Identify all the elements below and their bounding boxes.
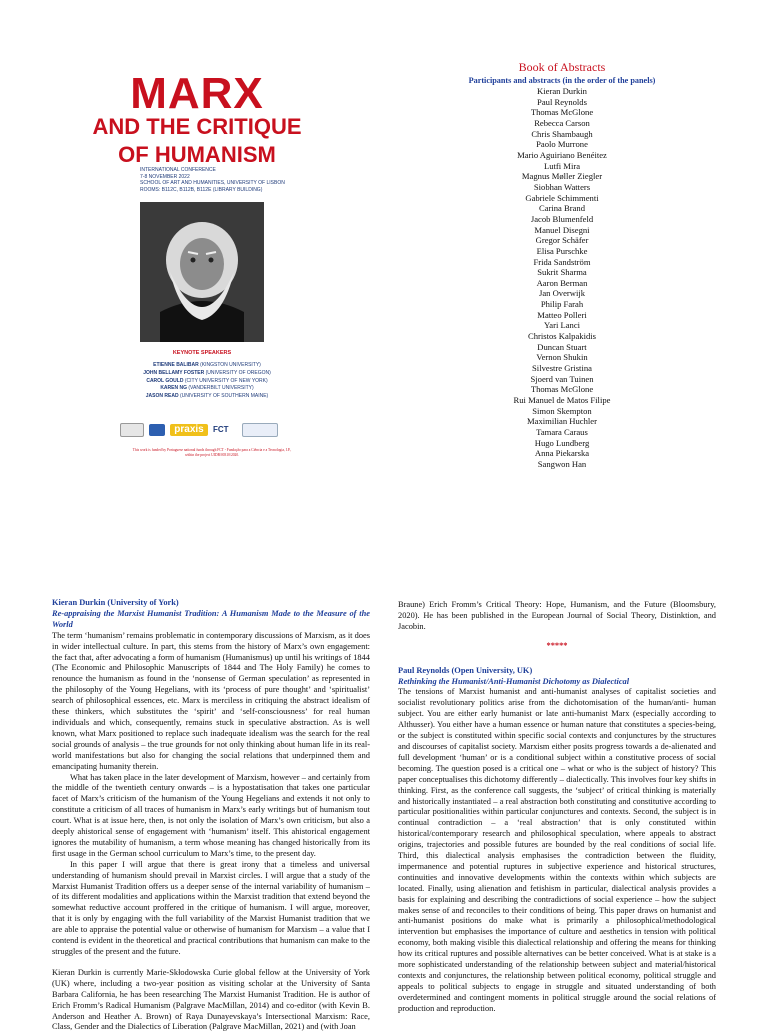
abstract-paragraph: What has taken place in the later development of Marxism, however – and certainly from the middle of the twentieth century onwards – is a hypostatisation that takes one particular facet of Marx’s criticism of the humanism of the Young Hegelians and extends it not only to constitute a criticism of all traces of humanism in Marx’s early writings but of humanism tout court. What is at issue here, then, is not only the isolation of Marx’s own criticism, but also a deeply ahistorical sense of engagement with ‘humanism’ itself. This ahistorical engagement ignores the mutability of humanism, a term whose meaning has changed historically from its first usage in the German school curriculum to Marx’s time, to the present day. <box>52 772 370 858</box>
keynote-list <box>132 362 282 401</box>
author-list-item: Rebecca Carson <box>534 117 590 128</box>
author-list-item: Gregor Schäfer <box>535 235 589 246</box>
poster-info-line: SCHOOL OF ART AND HUMANITIES, UNIVERSITY OF LISBON <box>140 180 285 186</box>
marx-portrait <box>140 202 264 342</box>
university-logo-icon <box>120 423 144 437</box>
author-list-item: Christos Kalpakidis <box>527 331 597 342</box>
author-list-item: Sjoerd van Tuinen <box>530 373 594 384</box>
author-list-item: Siobhan Watters <box>533 181 591 192</box>
author-list-item: Maximilian Huchler <box>527 416 597 427</box>
keynote-name: KAREN NG <box>160 385 187 392</box>
keynote-affiliation: (UNIVERSITY OF SOUTHERN MAINE) <box>179 393 269 399</box>
author-list-item: Magnus Møller Ziegler <box>521 171 603 182</box>
left-column <box>52 598 370 1033</box>
author-list-item: Jacob Blumenfeld <box>530 213 594 224</box>
keynote-affiliation: (UNIVERSITY OF OREGON) <box>205 369 271 376</box>
abstract-title: Rethinking the Humanist/Anti-Humanist Dichotomy as Dialectical <box>398 676 630 686</box>
poster-info-line: INTERNATIONAL CONFERENCE <box>140 167 216 173</box>
author-list <box>412 86 712 470</box>
conference-poster <box>62 62 332 458</box>
author-list-item: Paolo Murrone <box>536 139 588 150</box>
author-list-item: Aaron Berman <box>536 277 588 288</box>
funding-line: This work is funded by Portuguese national funds through FCT - Fundação para a Ciência e a Tecnologia, I.P., <box>132 448 292 452</box>
author-list-item: Mario Aguiriano Benéitez <box>517 149 607 160</box>
author-list-item: Yari Lanci <box>543 320 581 331</box>
poster-info <box>140 167 330 193</box>
author-list-item: Lutfi Mira <box>543 160 581 171</box>
section-separator: ***** <box>546 640 568 650</box>
author-list-item: Anna Piekarska <box>534 448 590 459</box>
keynote-item <box>132 362 282 370</box>
participants-heading: Participants and abstracts (in the order of the panels) <box>468 76 656 85</box>
author-list-item: Duncan Stuart <box>537 341 587 352</box>
author-list-item: Manuel Disegni <box>534 224 590 235</box>
keynote-name: ETIENNE BALIBAR <box>153 362 199 368</box>
abstract-author-heading: Kieran Durkin (University of York) <box>52 598 179 607</box>
keynote-affiliation: (CITY UNIVERSITY OF NEW YORK) <box>184 377 268 384</box>
keynote-name: JOHN BELLAMY FOSTER <box>143 369 205 376</box>
poster-info-line: 7-8 NOVEMBER 2022 <box>140 173 190 180</box>
keynote-item <box>132 378 282 386</box>
keynote-name: CAROL GOULD <box>146 377 184 384</box>
abstract-author-heading: Paul Reynolds (Open University, UK) <box>398 665 533 675</box>
author-list-item: Sukrit Sharma <box>537 267 587 278</box>
poster-info-line: ROOMS: B112C, B112B, B112E (LIBRARY BUILDING) <box>140 186 263 193</box>
author-list-item: Matteo Polleri <box>537 309 587 320</box>
author-list-item: Hugo Lundberg <box>534 437 590 448</box>
poster-subtitle-line1: AND THE CRITIQUE <box>92 114 302 139</box>
book-of-abstracts <box>412 60 712 470</box>
funding-note <box>92 448 332 458</box>
author-list-item: Jan Overwijk <box>538 288 586 299</box>
portrait-image <box>140 202 264 342</box>
keynote-item <box>132 385 282 393</box>
author-list-item: Thomas McGlone <box>530 384 594 395</box>
author-list-item: Kieran Durkin <box>537 86 587 96</box>
abstract-title: Re-appraising the Marxist Humanist Tradition: A Humanism Made to the Measure of the World <box>52 608 370 629</box>
abstract-paragraph: The tensions of Marxist humanist and anti-humanist analyses of capitalist societies and socialist revolutionary politics arise from the dichotomisation of the human/anti- human subject. You are either early humanist or late anti-humanist Marx (especially according to Althusser). You either have a human essence or human nature that constitutes a species-being, or the subject is constituted within specific social contexts and conjunctures by the structures and discourses of capitalist society. Marxism either posits progress towards a de-alienated and full development ‘human’ or is a conditional subject within a constitutive process of social becoming. The question posed is a critical one – what or who is the subject of history? This paper conceptualises this dichotomy differently – dialectically. This involves four key shifts in thinking. First, as the conference call suggests, the ‘subject’ of critical thinking is materially and historically instantiated – a real abstraction both constituting and constitutive according to particular positionalities within particular conjunctures and contexts. Second, the subject is in continual contradiction – a ‘real abstraction’ that is only constituted within historical/contemporary research and philosophical speculation, where appeals to abstract origins, trajectories and possible futures are bounded by the real conditions of social life. Third, this dialectical analysis emphasises the contradiction between the fluidity, impermanence and potential ruptures in subjective experience and historical structures, continuities and innovative developments within the contexts within which subjects are located. Finally, using alienation and fetishism in particular, dialectical analysis provides a basis for explaining and describing the contradictions of social experience – how the subject makes sense of and reconciles to their conditions of being. This paper draws on humanist and anti-humanist positions do make what is primarily a philosophical/methodological intervention but emphasises the importance of culture and aesthetics in tension with political economy, both making visible this dialectical relationship and offering the means for thinking how its critical ruptures and possible alternatives can be better conceived. What is at stake is a more sophisticated understanding of the relationship between subject and material/historical contexts and conjunctures, the relationship between political economy, political struggle and appeals to political subjects to engage in struggle and situated understanding of both overdetermined and contingent moments in political struggle around the social relations of production and reproduction. <box>398 687 716 1013</box>
author-list-item: Simon Skempton <box>532 405 592 416</box>
keynote-affiliation: (VANDERBILT UNIVERSITY) <box>188 385 254 392</box>
author-list-item: Frida Sandström <box>533 256 591 267</box>
right-column <box>398 600 716 1015</box>
author-list-item: Rui Manuel de Matos Filipe <box>513 395 611 406</box>
abstract-paragraph: The term ‘humanism’ remains problematic in contemporary discussions of Marxism, as it does in wider intellectual culture. In part, this stems from the history of Marx’s own engagement: the fact that, after advocating a form of humanism (Humanismus) up until his writings of 1844 (The Economic and Philosophic Manuscripts of 1844 and The Holy Family) he comes to renounce the humanism as found in the ‘nonsense of German speculation’ as represented in the philosophy of the Young Hegelians, with its ‘process of pure thought’ and ‘spiritualist’ search of philosophical essences, etc. Marx is merciless in critiquing the abstract idealism of these thinkers, which substitutes the ‘spirit’ and ‘self-consciousness’ for real human individuals and which, consequently, remains stuck in speculative abstraction. As is well known, what Marx positioned to replace such inadequate idealism was the search for the real social grounds of analysis – the true grounds for not only thinking about human life in its real-world manifestations but also for changing the social relations that underpinned them and emancipating humanity therein. <box>52 630 370 771</box>
author-list-item: Carina Brand <box>538 203 586 214</box>
author-list-item: Vernon Shukin <box>536 352 588 363</box>
author-list-item: Gabriele Schimmenti <box>525 192 599 203</box>
keynote-item <box>132 393 282 401</box>
center-logo-icon <box>149 424 165 436</box>
keynote-name: JASON READ <box>145 393 179 399</box>
author-list-item: Chris Shambaugh <box>531 128 593 139</box>
keynote-item <box>132 370 282 378</box>
author-bio: Kieran Durkin is currently Marie-Skłodowska Curie global fellow at the University of York (UK) where, including a two-year position as visiting scholar at the University of Santa Barbara California, he has been researching The Marxist Humanist Tradition. He is author of Erich Fromm’s Radical Humanism (Palgrave MacMillan, 2014) and co-editor (with Kevin B. Anderson and Heather A. Brown) of Raya Dunayevskaya’s Intersectional Marxism: Race, Class, Gender and the Dialectics of Liberation (Palgrave MacMillan, 2021) and (with Joan <box>52 967 370 1032</box>
author-list-item: Tamara Caraus <box>536 427 588 437</box>
eu-logo-icon <box>242 423 278 437</box>
author-list-item: Sangwon Han <box>537 458 587 469</box>
abstract-paragraph: In this paper I will argue that there is great irony that a timeless and universal understanding of humanism should prevail in Marxist circles. I will argue that a study of the Marxist Humanist Tradition offers us a deeper sense of the internal variability of humanism – of its different modalities and applications within the Marxist tradition that extend beyond the somewhat reductive account proffered in the critique of humanism. I will argue, moreover, that it is only by engaging with the full variability of the Marxist Humanist tradition that we are able to appraise the potential value or otherwise of humanism for Marxism – a value that I contend is evident in the theoretical and practical contributions that humanism can make to the struggles of the present and the future. <box>52 859 370 956</box>
book-title: Book of Abstracts <box>518 60 606 74</box>
author-bio-continued: Braune) Erich Fromm’s Critical Theory: Hope, Humanism, and the Future (Bloomsbury, 2020). He has been published in the European Journal of Social Theory, Distinktion, and Jacobin. <box>398 600 716 631</box>
author-list-item: Elisa Purschke <box>536 245 588 256</box>
author-list-item: Silvestre Gristina <box>532 363 592 374</box>
funding-line: within the project UIDB/00310/2020. <box>184 453 240 458</box>
praxis-logo: praxis <box>170 424 208 436</box>
keynote-affiliation: (KINGSTON UNIVERSITY) <box>200 362 261 368</box>
author-list-item: Thomas McGlone <box>530 107 594 118</box>
sponsor-logos <box>120 422 330 438</box>
author-list-item: Paul Reynolds <box>537 96 587 107</box>
poster-title: MARX <box>130 69 264 118</box>
poster-subtitle-line2: OF HUMANISM <box>118 142 276 167</box>
fct-logo: FCT <box>213 425 229 434</box>
author-list-item: Philip Farah <box>540 299 584 310</box>
keynote-heading: KEYNOTE SPEAKERS <box>172 350 232 356</box>
